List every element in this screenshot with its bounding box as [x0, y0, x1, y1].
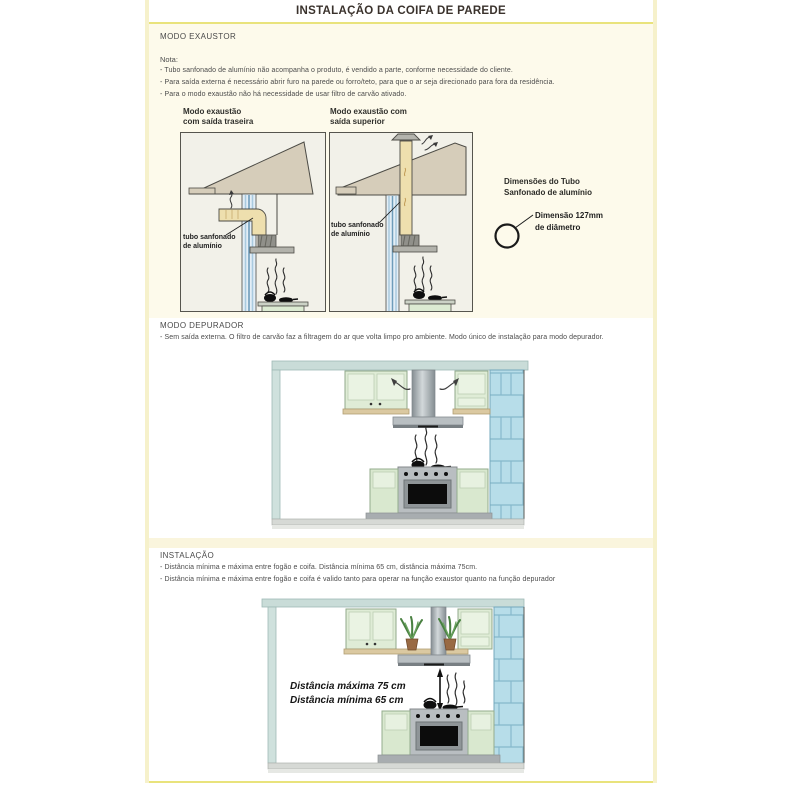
stove	[398, 467, 457, 513]
tube-dimensions-heading-line1: Dimensões do Tubo	[504, 177, 580, 186]
diagram-rear-exit	[180, 132, 326, 312]
diagram-top-title	[330, 107, 407, 127]
stove-cabinet	[258, 302, 308, 312]
wall-section	[386, 195, 399, 312]
brick-wall	[490, 370, 524, 519]
page-title: INSTALAÇÃO DA COIFA DE PAREDE	[296, 5, 506, 17]
instalacao-heading: INSTALAÇÃO	[160, 551, 215, 560]
floor	[272, 519, 524, 529]
diagram-rear-title-line1: Modo exaustão	[183, 107, 242, 116]
duct-label-line1: tubo sanfonado	[183, 234, 236, 241]
instalacao-note-1: - Distância mínima e máxima entre fogão e coifa. Distância mínima 65 cm, distância máxima 75cm.	[160, 564, 478, 571]
base-cabinet-right	[468, 711, 494, 755]
steam	[447, 673, 465, 705]
diagram-top-title-line1: Modo exaustão com	[330, 107, 407, 116]
plinth	[366, 513, 492, 519]
steam	[415, 427, 437, 465]
hood-chimney	[431, 607, 446, 655]
instalacao-note-2: - Distância mínima e máxima entre fogão e coifa é valido tanto para operar na função exaustor quanto na função depurador	[160, 576, 556, 583]
tube-dimensions-heading-line2: Sanfonado de alumínio	[504, 188, 593, 197]
ceiling	[262, 599, 524, 607]
exaustor-nota-label: Nota:	[160, 55, 178, 64]
exaustor-note-3: - Para o modo exaustão não há necessidade de usar filtro de carvão ativado.	[160, 91, 407, 98]
diameter-callout-line1: Dimensão 127mm	[535, 211, 604, 220]
hood-canopy	[393, 417, 463, 428]
hood-canopy	[398, 655, 470, 666]
base-cabinet-right	[457, 469, 488, 515]
exaustor-heading: MODO EXAUSTOR	[160, 32, 237, 41]
plinth	[378, 755, 500, 763]
shelf-left	[343, 409, 409, 414]
base-cabinet-left	[370, 469, 398, 515]
kitchen-distance-diagram	[256, 593, 548, 779]
floor	[268, 763, 524, 773]
upper-cabinets-left	[345, 371, 407, 409]
left-wall	[272, 370, 280, 519]
diameter-callout-line2: de diâmetro	[535, 223, 581, 232]
kitchen-depurador-diagram	[268, 351, 540, 535]
diagram-rear-title-line2: com saída traseira	[183, 117, 254, 126]
upper-cabinet-right	[455, 371, 488, 409]
depurador-heading: MODO DEPURADOR	[160, 321, 244, 330]
plant-left	[401, 617, 422, 650]
diagram-rear-title	[183, 107, 253, 127]
duct-label-line2: de alumínio	[331, 231, 370, 238]
tube-dimensions-heading	[504, 176, 592, 198]
distance-max-label: Distância máxima 75 cm	[290, 681, 406, 692]
right-accent-strip	[653, 0, 657, 783]
left-wall	[268, 607, 276, 763]
diagram-top-exit	[329, 132, 473, 312]
upper-cabinet-right	[458, 609, 492, 649]
stove-cabinet	[405, 300, 455, 312]
distance-arrow	[437, 668, 443, 712]
brick-wall	[494, 607, 524, 763]
shelf-right	[453, 409, 490, 414]
exaustor-note-1: - Tubo sanfonado de alumínio não acompanha o produto, é vendido a parte, conforme necessidade do cliente.	[160, 67, 513, 74]
stove	[410, 709, 468, 755]
diagram-top-title-line2: saída superior	[330, 117, 385, 126]
section-divider-band	[149, 538, 653, 548]
tube-diameter-figure	[488, 202, 653, 260]
distance-min-label: Distância mínima 65 cm	[290, 695, 404, 706]
base-cabinet-left	[382, 711, 410, 755]
upper-cabinets-left	[346, 609, 396, 649]
bottom-rule	[149, 781, 653, 783]
vertical-duct	[400, 141, 412, 235]
duct-label-line1: tubo sanfonado	[331, 222, 384, 229]
diameter-pointer	[515, 215, 533, 228]
exaustor-note-2: - Para saída externa é necessário abrir furo na parede ou forro/teto, para que o ar seja direcionado para fora da residência.	[160, 79, 555, 86]
ceiling	[272, 361, 528, 370]
depurador-note: - Sem saída externa. O filtro de carvão faz a filtragem do ar que volta limpo pro ambiente. Modo único de instalação para modo depurador.	[160, 334, 604, 341]
title-divider-rule	[149, 22, 653, 24]
duct-label-line2: de alumínio	[183, 243, 222, 250]
hood-chimney	[412, 370, 435, 417]
